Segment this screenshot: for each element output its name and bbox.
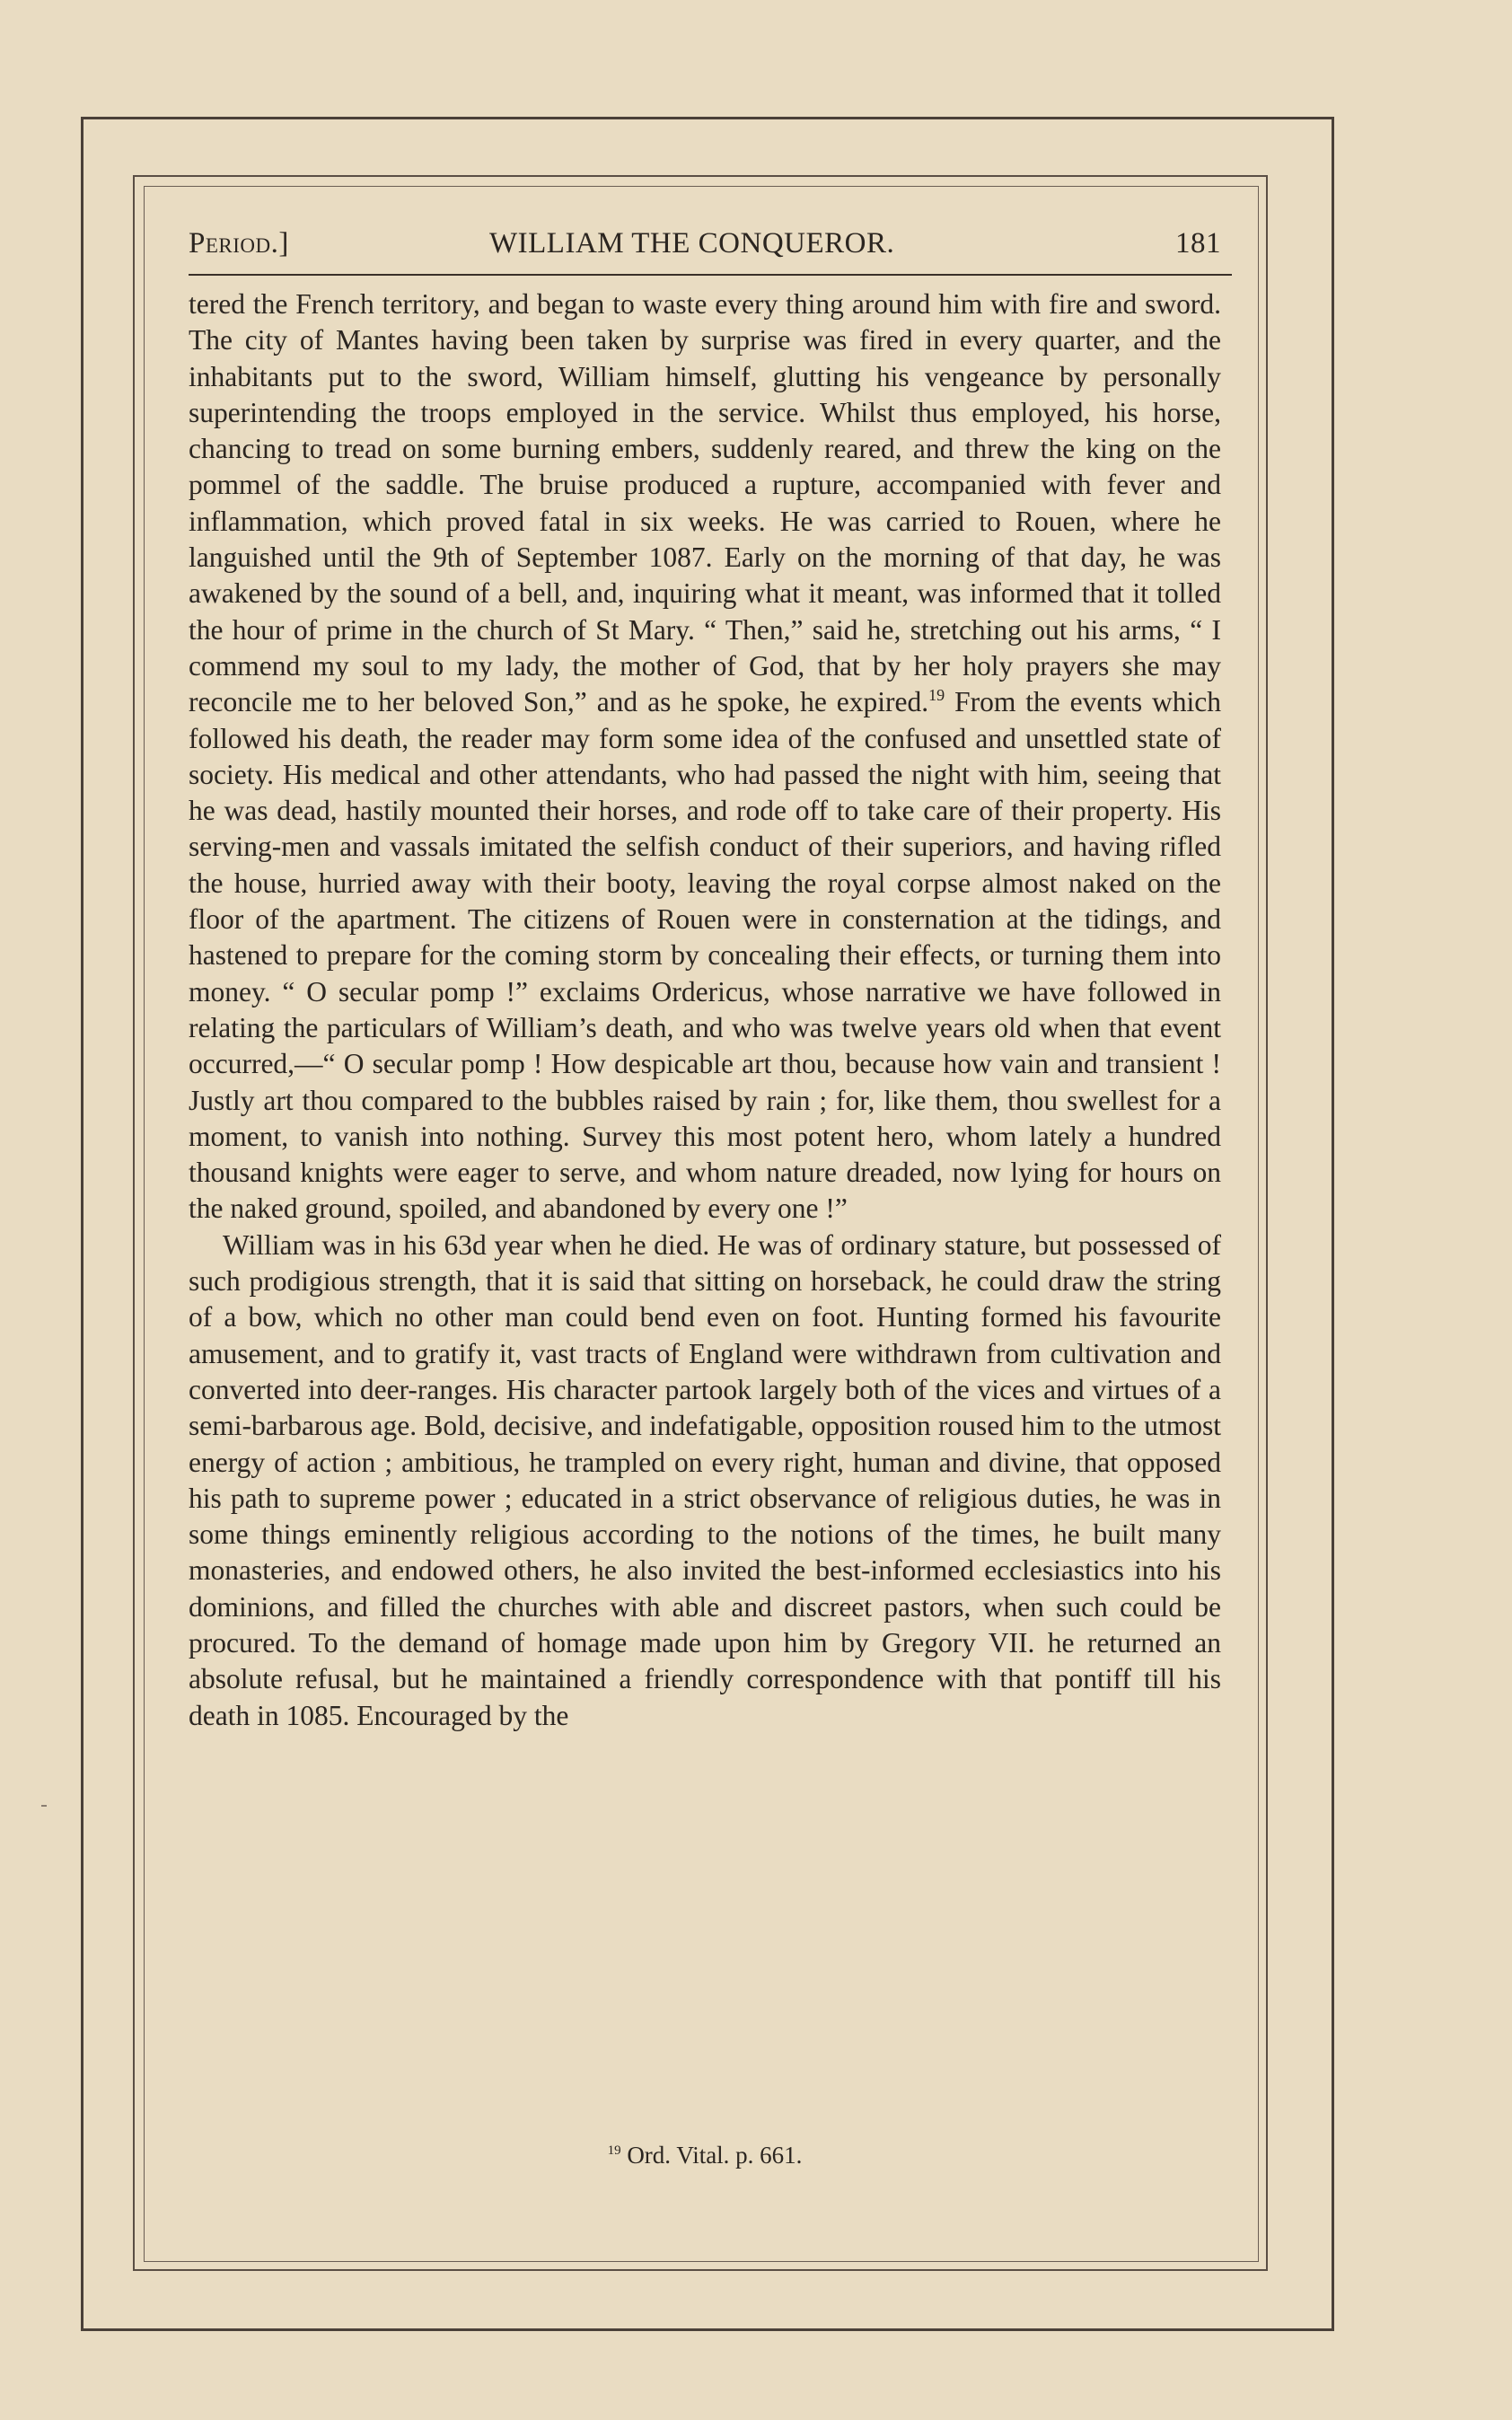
page-number: 181 (1175, 227, 1221, 260)
book-page (189, 220, 1222, 2169)
body-text (189, 286, 1221, 1734)
paragraph-2: William was in his 63d year when he died. He was of ordinary stature, but possessed of such prodigious strength, that it is said that sitting on horseback, he could draw the string of a bow, which no other man could bend even on foot. Hunting formed his favourite amusement, and to gratify it, vast tracts of England were withdrawn from cultivation and converted into deer-ranges. His character partook largely both of the vices and virtues of a semi-barbarous age. Bold, decisive, and indefatigable, opposition roused him to the utmost energy of action ; ambitious, he trampled on every right, human and divine, that opposed his path to supreme power ; educated in a strict observance of religious duties, he was in some things eminently religious according to the notions of the times, he built many monasteries, and endowed others, he also invited the best-informed ecclesiastics into his dominions, and filled the churches with able and discreet pastors, when such could be procured. To the demand of homage made upon him by Gregory VII. he returned an absolute refusal, but he maintained a friendly correspondence with that pontiff till his death in 1085. Encouraged by the (189, 1228, 1221, 1731)
footnote-reference: 19 (928, 686, 945, 705)
header-section: Period.] (189, 227, 289, 260)
running-header (189, 220, 1221, 274)
footnote (189, 2142, 1221, 2169)
paper-speck (41, 1805, 47, 1807)
header-rule (189, 274, 1232, 276)
header-title: WILLIAM THE CONQUEROR. (489, 227, 895, 260)
footnote-text: Ord. Vital. p. 661. (627, 2142, 803, 2169)
paragraph-1-text: tered the French territory, and began to waste every thing around him with fire and sword. The city of Mantes having been taken by surprise was fired in every quarter, and the inhabitants put to the sword, William himself, glutting his vengeance by personally superintending the troops employed in the service. Whilst thus employed, his horse, chancing to tread on some burning embers, suddenly reared, and threw the king on the pommel of the saddle. The bruise produced a rupture, accompanied with fever and inflammation, which proved fatal in six weeks. He was carried to Rouen, where he languished until the 9th of September 1087. Early on the morning of that day, he was awakened by the sound of a bell, and, inquiring what it meant, was informed that it tolled the hour of prime in the church of St Mary. “ Then,” said he, stretching out his arms, “ I commend my soul to my lady, the mother of God, that by her holy prayers she may reconcile me to her beloved Son,” and as he spoke, he expired. (189, 288, 1221, 718)
paragraph-1 (189, 286, 1221, 1228)
footnote-marker: 19 (607, 2143, 621, 2158)
paragraph-1-continued: From the events which followed his death, the reader may form some idea of the confused and unsettled state of society. His medical and other attendants, who had passed the night with him, seeing that he was dead, hastily mounted their horses, and rode off to take care of their property. His serving-men and vassals imitated the selfish conduct of their superiors, and having rifled the house, hurried away with their booty, leaving the royal corpse almost naked on the floor of the apartment. The citizens of Rouen were in consternation at the tidings, and hastened to prepare for the coming storm by concealing their effects, or turning them into money. “ O secular pomp !” exclaims Ordericus, whose narrative we have followed in relating the particulars of William’s death, and who was twelve years old when that event occurred,—“ O secular pomp ! How despicable art thou, because how vain and transient ! Justly art thou compared to the bubbles raised by rain ; for, like them, thou swellest for a moment, to vanish into nothing. Survey this most potent hero, whom lately a hundred thousand knights were eager to serve, and whom nature dreaded, now lying for hours on the naked ground, spoiled, and abandoned by every one !” (189, 686, 1222, 1225)
